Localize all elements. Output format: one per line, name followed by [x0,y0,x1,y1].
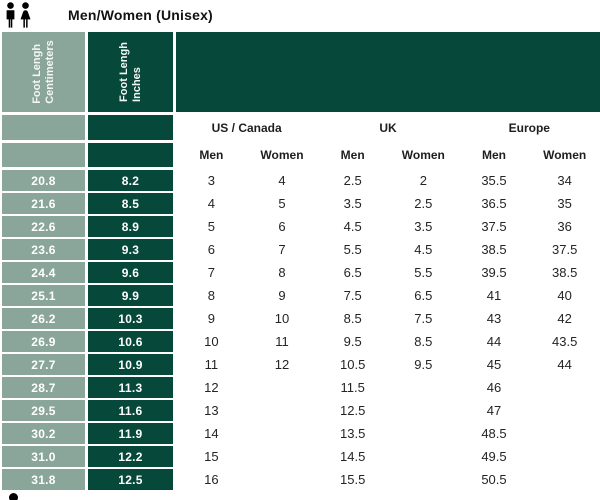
cm-cell: 21.6 [2,193,85,214]
size-cell: 50.5 [481,472,507,487]
size-cell: 4 [278,173,286,188]
header-foot-length-cm-label: Foot Lengh Centimeters [30,40,56,104]
table-row [176,262,600,283]
cm-cell: 20.8 [2,170,85,191]
size-cell: 46 [486,380,502,395]
size-cell: 42 [557,311,572,326]
size-cell: 6 [207,242,215,257]
subheader-eu-women: Women [543,148,587,162]
size-cell: 43 [486,311,502,326]
size-cell: 13 [204,403,219,418]
cm-cell: 25.1 [2,285,85,306]
size-cell [529,446,600,467]
size-cell: 47 [486,403,502,418]
size-cell: 9 [278,288,286,303]
region-europe: Europe [508,120,550,135]
size-cell: 10 [204,334,219,349]
size-cell: 8 [207,288,215,303]
inches-cell: 12.2 [88,446,173,467]
table-row [176,377,600,398]
table-row [176,308,600,329]
size-cell: 5.5 [414,265,433,280]
size-cell [247,469,318,490]
size-cell: 15 [204,449,219,464]
size-cell: 11 [275,334,289,349]
cm-cell: 22.6 [2,216,85,237]
table-row [176,170,600,191]
size-cell: 15.5 [340,472,366,487]
page-title: Men/Women (Unisex) [68,7,213,23]
size-cell: 10 [274,311,290,326]
size-cell: 10.5 [340,357,366,372]
inches-cell: 11.9 [88,423,173,444]
cm-cell: 30.2 [2,423,85,444]
spacer-cell [2,115,85,140]
size-cell [247,423,318,444]
size-cell: 9.5 [414,357,433,372]
size-cell: 2.5 [343,173,362,188]
title-bar [0,0,600,31]
cm-cell: 23.6 [2,239,85,260]
size-cell: 4.5 [343,219,362,234]
size-cell: 49.5 [481,449,507,464]
man-woman-icon [3,2,35,29]
inches-cell: 10.6 [88,331,173,352]
region-uk: UK [379,120,397,135]
size-cell: 39.5 [481,265,507,280]
cm-cell: 26.2 [2,308,85,329]
size-cell: 48.5 [481,426,507,441]
table-row [176,285,600,306]
cm-cell: 24.4 [2,262,85,283]
size-cell: 5.5 [343,242,362,257]
spacer-cell [88,143,173,167]
table-row [176,446,600,467]
size-cell: 9.5 [343,334,362,349]
size-cell: 36.5 [481,196,507,211]
size-cell: 40 [557,288,572,303]
subheader-uk-women: Women [401,148,445,162]
header-block [176,32,600,112]
size-cell: 37.5 [552,242,578,257]
size-cell: 7 [207,265,215,280]
table-row [176,331,600,352]
inches-cell: 12.5 [88,469,173,490]
header-foot-length-inches-label: Foot Lengh Inches [117,42,143,102]
table-row [176,423,600,444]
inches-cell: 9.6 [88,262,173,283]
size-cell: 5 [207,219,215,234]
size-cell: 38.5 [552,265,578,280]
size-cell: 7.5 [414,311,433,326]
subheader-us-men: Men [199,148,224,162]
cm-cell: 31.0 [2,446,85,467]
region-us-canada: US / Canada [211,120,282,135]
inches-cell: 8.2 [88,170,173,191]
subheader-eu-men: Men [481,148,506,162]
size-cell: 12 [274,357,290,372]
size-cell: 43.5 [552,334,578,349]
spacer-cell [88,115,173,140]
size-cell [529,469,600,490]
size-cell: 44 [486,334,502,349]
size-cell: 34 [557,173,572,188]
subheader-uk-men: Men [340,148,365,162]
size-cell: 2.5 [414,196,433,211]
size-cell: 11.5 [340,380,365,395]
table-row [176,354,600,375]
size-cell: 45 [486,357,502,372]
table-row [176,216,600,237]
inches-cell: 10.9 [88,354,173,375]
header-foot-length-inches [88,32,173,112]
size-cell [529,400,600,421]
sizes-grid [176,170,600,492]
size-cell: 35.5 [481,173,507,188]
inches-cell: 8.9 [88,216,173,237]
cm-cell: 29.5 [2,400,85,421]
size-cell [388,400,459,421]
size-cell: 8.5 [343,311,362,326]
region-header-row [176,115,600,140]
size-cell: 14.5 [340,449,366,464]
size-cell [247,400,318,421]
subheader-us-women: Women [260,148,304,162]
size-cell: 8.5 [414,334,433,349]
table-row [176,193,600,214]
inches-column [88,170,173,492]
inches-cell: 8.5 [88,193,173,214]
size-cell: 4.5 [414,242,433,257]
inches-cell: 9.3 [88,239,173,260]
size-cell: 14 [204,426,219,441]
size-cell: 41 [486,288,502,303]
cm-cell: 27.7 [2,354,85,375]
size-cell: 16 [204,472,219,487]
table-row [176,469,600,490]
header-foot-length-cm [2,32,85,112]
inches-cell: 9.9 [88,285,173,306]
size-cell [529,377,600,398]
cm-cell: 26.9 [2,331,85,352]
inches-cell: 10.3 [88,308,173,329]
table-row [176,239,600,260]
cm-cell: 28.7 [2,377,85,398]
size-cell: 35 [557,196,572,211]
size-cell [247,377,318,398]
size-cell: 3.5 [343,196,362,211]
subheader-row [176,143,600,167]
inches-cell: 11.3 [88,377,173,398]
size-cell: 5 [278,196,286,211]
table-row [176,400,600,421]
size-cell: 37.5 [481,219,507,234]
size-cell [388,377,459,398]
size-cell: 6 [278,219,286,234]
size-cell: 7.5 [343,288,362,303]
size-cell: 36 [557,219,572,234]
size-cell: 4 [207,196,215,211]
size-cell: 3.5 [414,219,433,234]
size-cell: 13.5 [340,426,366,441]
size-cell: 3 [207,173,215,188]
size-cell: 6.5 [414,288,433,303]
size-cell: 8 [278,265,286,280]
size-cell [529,423,600,444]
size-cell: 44 [557,357,572,372]
size-cell [388,423,459,444]
size-cell: 2 [419,173,427,188]
spacer-cell [2,143,85,167]
size-cell [247,446,318,467]
size-cell: 6.5 [343,265,362,280]
size-cell: 12.5 [340,403,366,418]
size-cell: 12 [204,380,219,395]
inches-cell: 11.6 [88,400,173,421]
size-cell: 7 [278,242,286,257]
size-cell [388,446,459,467]
size-cell: 9 [207,311,215,326]
cm-column [2,170,85,492]
size-cell: 11 [204,357,219,372]
cm-cell: 31.8 [2,469,85,490]
size-cell: 38.5 [481,242,507,257]
size-cell [388,469,459,490]
person-head-partial-icon [8,493,20,500]
